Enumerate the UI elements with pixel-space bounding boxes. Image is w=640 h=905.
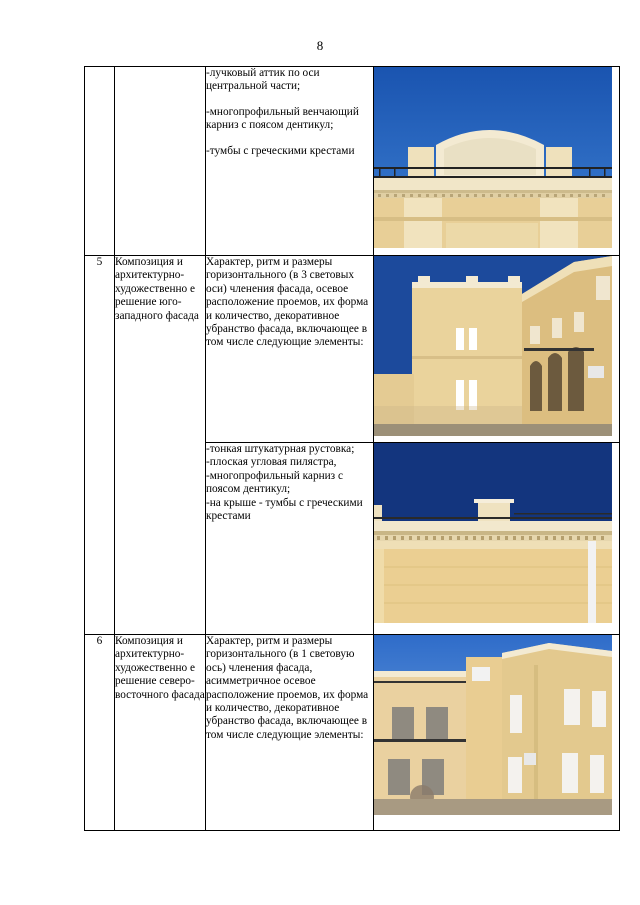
element-description-cell	[206, 256, 374, 443]
photo-cell	[374, 67, 620, 256]
cornice-detail-photo	[374, 443, 612, 623]
page-number: 8	[316, 38, 324, 53]
description-line: -многопрофильный венчающий карниз с поясом дентикул;	[206, 105, 359, 132]
element-name-cell	[115, 67, 206, 256]
photo-cell	[374, 635, 620, 831]
element-name-cell: Композиция и архитектурно-художественно е решение северо-восточного фасада	[115, 635, 206, 831]
element-description-cell	[206, 443, 374, 635]
photo-cell	[374, 256, 620, 443]
attic-cornice-photo	[374, 67, 612, 248]
description-line: Характер, ритм и размеры горизонтального (в 3 световых оси) членения фасада, осевое расположение проемов, их форма и количество, декоративное убранство фасада, включающее в том числе следующие элементы:	[206, 256, 369, 349]
photo-cell	[374, 443, 620, 635]
southwest-facade-photo	[374, 256, 612, 436]
northeast-facade-photo	[374, 635, 612, 815]
description-line: -тумбы с греческими крестами	[206, 144, 355, 157]
element-description-cell	[206, 635, 374, 831]
description-line: -тонкая штукатурная рустовка; -плоская угловая пилястра, -многопрофильный карниз с поясом дентикул; -на крыше - тумбы с греческими крестами	[206, 443, 363, 523]
row-number-cell: 5	[85, 256, 115, 635]
description-line: -лучковый аттик по оси центральной части;	[206, 67, 320, 93]
row-number-cell	[85, 67, 115, 256]
table-row	[85, 67, 620, 256]
element-name-cell: Композиция и архитектурно-художественно е решение юго-западного фасада	[115, 256, 206, 635]
table-row	[85, 635, 620, 831]
monument-elements-table	[84, 66, 620, 831]
row-number-cell: 6	[85, 635, 115, 831]
element-description-cell	[206, 67, 374, 256]
description-line: Характер, ритм и размеры горизонтального (в 1 световую ось) членения фасада, асимметричное осевое расположение проемов, их форма и количество, декоративное убранство фасада, включающее в том числе следующие элементы:	[206, 635, 369, 741]
table-row	[85, 256, 620, 443]
